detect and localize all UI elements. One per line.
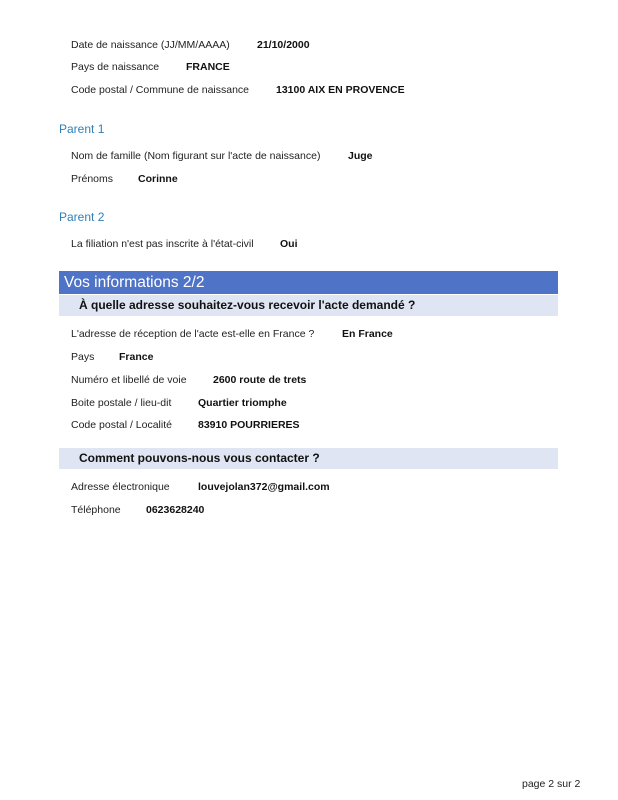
parent1-firstnames-value: Corinne — [138, 173, 178, 185]
parent1-heading: Parent 1 — [59, 122, 105, 136]
birth-date-value: 21/10/2000 — [257, 39, 310, 51]
pobox-label: Boite postale / lieu-dit — [71, 397, 172, 409]
country-label: Pays — [71, 351, 95, 363]
birth-country-value: FRANCE — [186, 61, 230, 73]
street-value: 2600 route de trets — [213, 374, 307, 386]
country-row — [71, 350, 154, 364]
parent2-filiation-value: Oui — [280, 238, 298, 250]
email-row — [71, 480, 330, 494]
parent1-surname-value: Juge — [348, 150, 373, 162]
country-value: France — [119, 351, 154, 363]
pobox-value: Quartier triomphe — [198, 397, 287, 409]
contact-question-bar: Comment pouvons-nous vous contacter ? — [59, 448, 558, 469]
birth-date-label: Date de naissance (JJ/MM/AAAA) — [71, 39, 230, 51]
parent1-firstnames-row — [71, 172, 178, 186]
address-question-bar: À quelle adresse souhaitez-vous recevoir l'acte demandé ? — [59, 295, 558, 316]
in-france-row — [71, 327, 393, 341]
street-label: Numéro et libellé de voie — [71, 374, 187, 386]
postal-value: 83910 POURRIERES — [198, 419, 300, 431]
pobox-row — [71, 396, 287, 410]
email-value: louvejolan372@gmail.com — [198, 481, 330, 493]
phone-value: 0623628240 — [146, 504, 205, 516]
phone-label: Téléphone — [71, 504, 121, 516]
in-france-value: En France — [342, 328, 393, 340]
birth-country-row — [71, 60, 230, 74]
parent2-filiation-label: La filiation n'est pas inscrite à l'état-civil — [71, 238, 254, 250]
parent1-surname-row — [71, 149, 373, 163]
phone-row — [71, 503, 205, 517]
birth-postal-label: Code postal / Commune de naissance — [71, 84, 250, 96]
postal-label: Code postal / Localité — [71, 419, 172, 431]
parent1-firstnames-label: Prénoms — [71, 173, 114, 185]
street-row — [71, 373, 307, 387]
page-number: page 2 sur 2 — [522, 778, 581, 790]
section-title-banner: Vos informations 2/2 — [59, 271, 558, 294]
birth-postal-value: 13100 AIX EN PROVENCE — [276, 84, 405, 96]
postal-row — [71, 418, 300, 432]
in-france-label: L'adresse de réception de l'acte est-elle en France ? — [71, 328, 315, 340]
parent2-filiation-row — [71, 237, 298, 251]
email-label: Adresse électronique — [71, 481, 170, 493]
birth-country-label: Pays de naissance — [71, 61, 160, 73]
birth-date-row — [71, 38, 310, 52]
birth-postal-row — [71, 83, 405, 97]
parent1-surname-label: Nom de famille (Nom figurant sur l'acte de naissance) — [71, 150, 321, 162]
parent2-heading: Parent 2 — [59, 210, 105, 224]
